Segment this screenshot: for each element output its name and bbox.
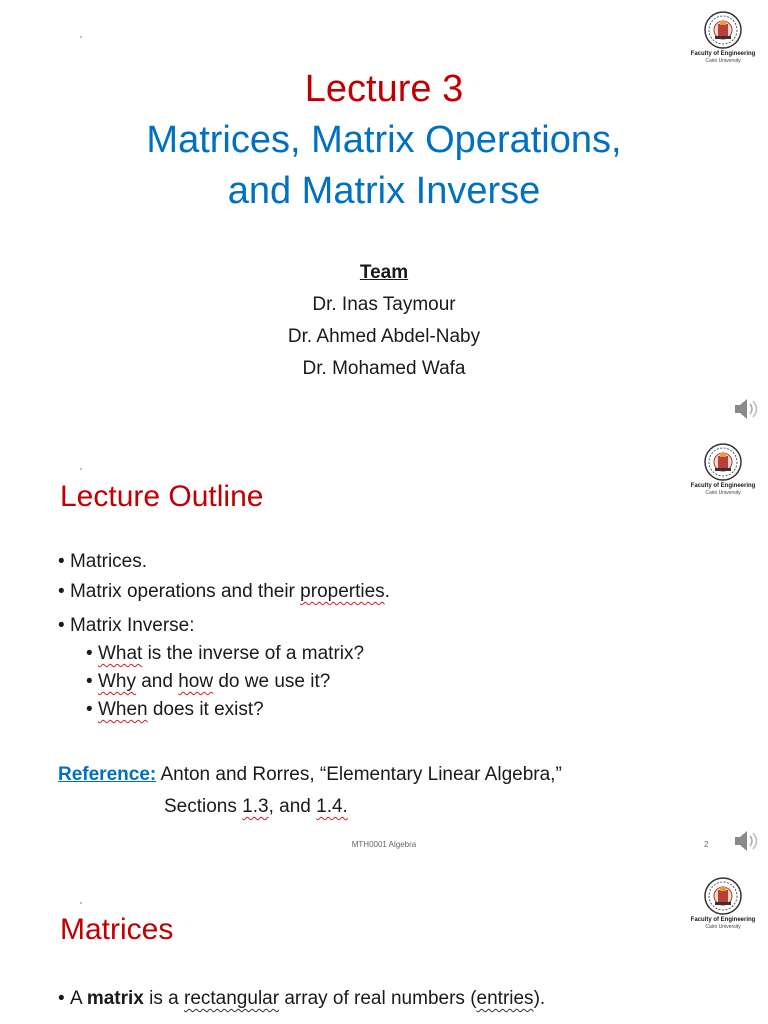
- bullet-text: Matrix Inverse:: [69, 615, 195, 636]
- university-logo-icon: [703, 876, 743, 916]
- reference-label: Reference:: [58, 764, 157, 785]
- university-logo: [688, 442, 758, 502]
- outline-bullet: • Matrix Inverse:: [58, 615, 195, 636]
- slide-outline: [0, 432, 768, 864]
- bullet-underlined: When: [97, 699, 148, 720]
- speaker-icon: [732, 396, 758, 422]
- slide-footer: MTH0001 Algebra: [351, 840, 417, 849]
- bullet-text: .: [384, 581, 390, 602]
- slide-matrices: [0, 864, 768, 1024]
- reference-text: , and: [268, 796, 317, 817]
- speaker-icon: [732, 828, 758, 854]
- logo-line2: Cairo University: [705, 490, 741, 496]
- outline-subbullet: • What is the inverse of a matrix?: [86, 643, 365, 664]
- reference-sections: [164, 792, 348, 822]
- marker-dot: [80, 902, 82, 904]
- marker-dot: [80, 36, 82, 38]
- team-member: Dr. Ahmed Abdel-Naby: [287, 326, 481, 347]
- bullet-text: and: [135, 671, 179, 692]
- bullet-text: is a: [143, 988, 184, 1009]
- speaker-button[interactable]: [732, 396, 758, 422]
- bullet-underlined: properties: [300, 581, 385, 602]
- team-member: Dr. Mohamed Wafa: [302, 358, 466, 379]
- team-block: [0, 257, 768, 385]
- page-number: 2: [704, 840, 709, 849]
- slide-title: [0, 0, 768, 432]
- lecture-subtitle-1: Matrices, Matrix Operations,: [146, 119, 622, 161]
- bullet-text: ).: [533, 988, 546, 1009]
- bullet-text: do we use it?: [213, 671, 331, 692]
- outline-heading: Lecture Outline: [60, 480, 264, 513]
- reference-text: Anton and Rorres, “Elementary Linear Algebra,”: [156, 764, 562, 785]
- bullet-underlined: Why: [97, 671, 136, 692]
- university-logo: [688, 10, 758, 70]
- section-ref: 1.3: [242, 796, 269, 817]
- matrices-heading: Matrices: [60, 913, 174, 946]
- matrices-bullet: • A matrix is a rectangular array of real numbers (entries).: [58, 988, 546, 1009]
- bullet-underlined: What: [97, 643, 143, 664]
- bullet-text: A: [69, 988, 87, 1009]
- logo-line2: Cairo University: [705, 924, 741, 930]
- bullet-text: is the inverse of a matrix?: [142, 643, 365, 664]
- bullet-text: array of real numbers (: [279, 988, 477, 1009]
- bullet-text: Matrix operations and their: [69, 581, 301, 602]
- outline-bullet: • Matrix operations and their properties.: [58, 581, 390, 602]
- university-logo-icon: [703, 442, 743, 482]
- outline-subbullet: • Why and how do we use it?: [86, 671, 331, 692]
- bullet-underlined: how: [178, 671, 214, 692]
- reference-text: Sections: [164, 796, 243, 817]
- team-heading: Team: [359, 262, 409, 283]
- logo-line1: Faculty of Engineering: [690, 51, 756, 57]
- logo-line2: Cairo University: [705, 58, 741, 64]
- bullet-text: does it exist?: [147, 699, 264, 720]
- logo-line1: Faculty of Engineering: [690, 917, 756, 923]
- outline-bullet: • Matrices.: [58, 551, 148, 572]
- section-ref: 1.4.: [316, 796, 348, 817]
- bullet-text: Matrices.: [69, 551, 148, 572]
- speaker-button[interactable]: [732, 828, 758, 854]
- bullet-underlined: entries: [476, 988, 534, 1009]
- logo-line1: Faculty of Engineering: [690, 483, 756, 489]
- bullet-underlined: rectangular: [184, 988, 280, 1009]
- bullet-bold: matrix: [86, 988, 144, 1009]
- university-logo: [688, 876, 758, 936]
- team-member: Dr. Inas Taymour: [312, 294, 456, 315]
- outline-subbullet: • When does it exist?: [86, 699, 264, 720]
- university-logo-icon: [703, 10, 743, 50]
- lecture-title: Lecture 3: [304, 68, 464, 110]
- reference-line: [58, 760, 562, 790]
- marker-dot: [80, 468, 82, 470]
- lecture-subtitle-2: and Matrix Inverse: [227, 170, 541, 212]
